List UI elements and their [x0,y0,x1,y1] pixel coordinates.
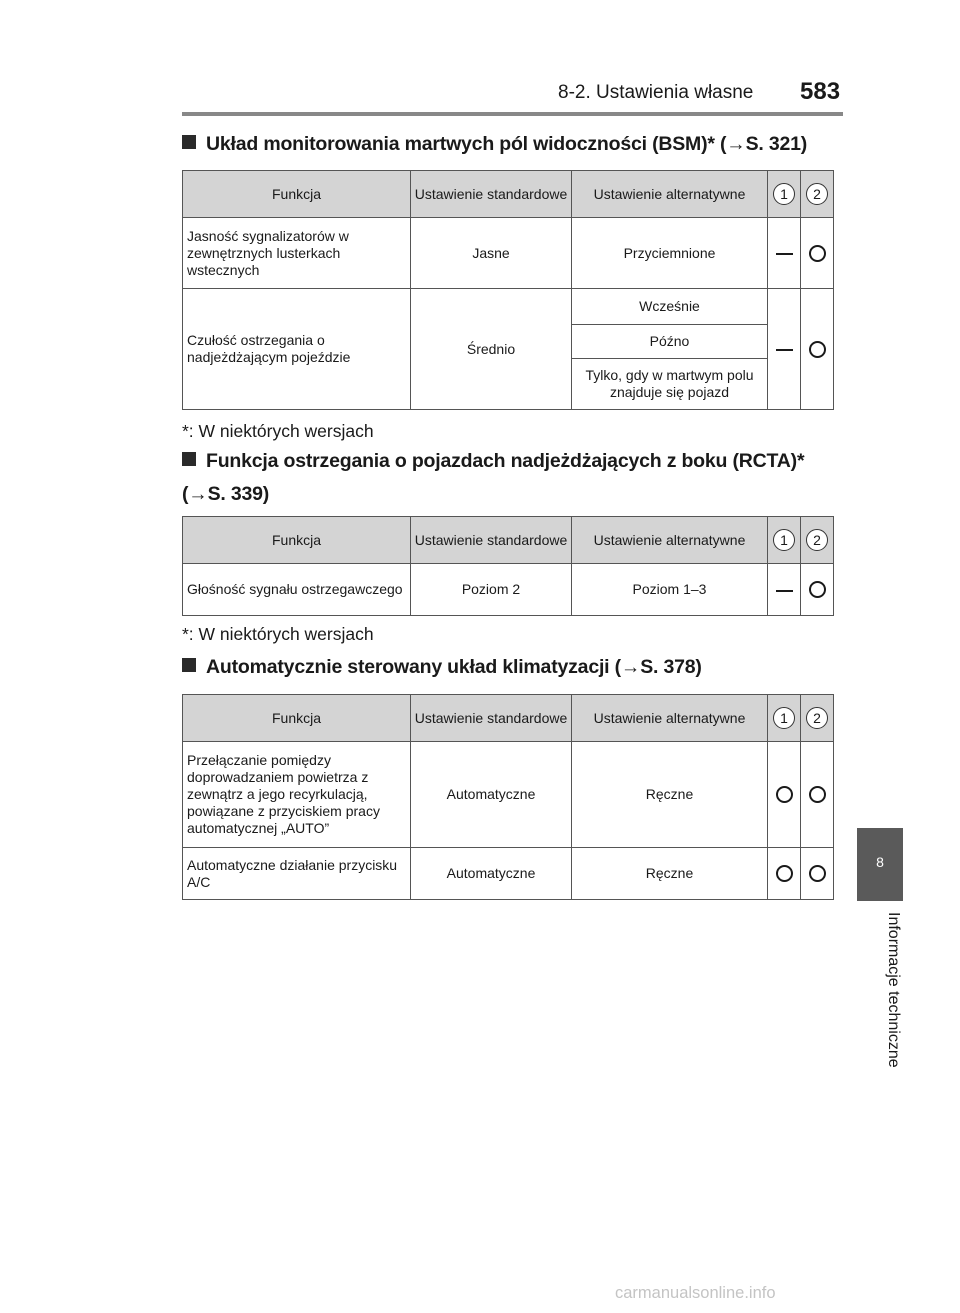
heading-rcta [182,445,842,511]
cell-default: Automatyczne [411,742,572,848]
header-alternative: Ustawienie alternatywne [572,695,768,742]
cell-col1 [768,848,801,900]
table-rcta [182,516,834,616]
cell-col2 [801,848,834,900]
cell-function: Automatyczne działanie przycisku A/C [183,848,411,900]
cell-default: Średnio [411,289,572,410]
header-function: Funkcja [183,695,411,742]
cell-function: Przełączanie pomiędzy doprowadzaniem powietrza z zewnątrz a jego recyrkulacją, powiązane z przyciskiem pracy automatycznej „AUTO” [183,742,411,848]
cell-col2 [801,218,834,289]
cell-function: Jasność sygnalizatorów w zewnętrznych lusterkach wstecznych [183,218,411,289]
number-2-icon: 2 [806,529,828,551]
header-alternative: Ustawienie alternatywne [572,517,768,564]
number-1-icon: 1 [773,707,795,729]
header-function: Funkcja [183,517,411,564]
watermark: carmanualsonline.info [615,1284,776,1302]
header-col1 [768,695,801,742]
circle-icon [776,786,793,803]
heading-bsm-text: Układ monitorowania martwych pól widoczności (BSM)* (→S. 321) [206,133,808,155]
table-header [183,517,834,564]
cell-alternative: Ręczne [572,848,768,900]
footnote: *: W niektórych wersjach [182,421,374,441]
circle-icon [776,865,793,882]
circle-icon [809,245,826,262]
cell-col2 [801,289,834,410]
cell-alternative: Przyciemnione [572,218,768,289]
table-row [183,289,834,325]
table-row [183,848,834,900]
header-function: Funkcja [183,171,411,218]
table-row [183,564,834,616]
section-title: 8-2. Ustawienia własne [558,82,754,103]
footnote: *: W niektórych wersjach [182,624,374,644]
header-col2 [801,517,834,564]
cell-col2 [801,564,834,616]
header-default: Ustawienie standardowe [411,517,572,564]
heading-climate [182,651,842,684]
heading-climate-text: Automatycznie sterowany układ klimatyzacji (→S. 378) [206,656,702,678]
cell-default: Poziom 2 [411,564,572,616]
heading-rcta-text: Funkcja ostrzegania o pojazdach nadjeżdżających z boku (RCTA)* (→S. 339) [182,450,805,505]
number-1-icon: 1 [773,529,795,551]
cell-alternative: Ręczne [572,742,768,848]
number-2-icon: 2 [806,707,828,729]
dash-icon [776,590,793,592]
cell-col1 [768,742,801,848]
square-bullet-icon [182,135,196,149]
table-header [183,171,834,218]
page-number: 583 [800,78,841,105]
circle-icon [809,865,826,882]
header-rule [182,112,843,116]
cell-alternative: Poziom 1–3 [572,564,768,616]
cell-col1 [768,218,801,289]
dash-icon [776,253,793,255]
cell-function: Czułość ostrzegania o nadjeżdżającym pojeździe [183,289,411,410]
header-col2 [801,171,834,218]
table-row [183,742,834,848]
header-alternative: Ustawienie alternatywne [572,171,768,218]
heading-bsm [182,128,842,161]
circle-icon [809,581,826,598]
chapter-tab [857,828,903,901]
square-bullet-icon [182,658,196,672]
cell-col2 [801,742,834,848]
circle-icon [809,341,826,358]
dash-icon [776,349,793,351]
cell-default: Jasne [411,218,572,289]
cell-col1 [768,289,801,410]
table-row [183,218,834,289]
header-col1 [768,517,801,564]
cell-alternative: Późno [572,325,768,359]
header-default: Ustawienie standardowe [411,695,572,742]
chapter-number: 8 [876,854,884,870]
header-col1 [768,171,801,218]
number-2-icon: 2 [806,183,828,205]
chapter-label: Informacje techniczne [885,912,902,1068]
square-bullet-icon [182,452,196,466]
cell-col1 [768,564,801,616]
header-col2 [801,695,834,742]
table-bsm [182,170,834,410]
cell-alternative: Tylko, gdy w martwym polu znajduje się pojazd [572,359,768,410]
table-header [183,695,834,742]
cell-function: Głośność sygnału ostrzegawczego [183,564,411,616]
cell-default: Automatyczne [411,848,572,900]
table-climate [182,694,834,900]
cell-alternative: Wcześnie [572,289,768,325]
circle-icon [809,786,826,803]
header-default: Ustawienie standardowe [411,171,572,218]
number-1-icon: 1 [773,183,795,205]
